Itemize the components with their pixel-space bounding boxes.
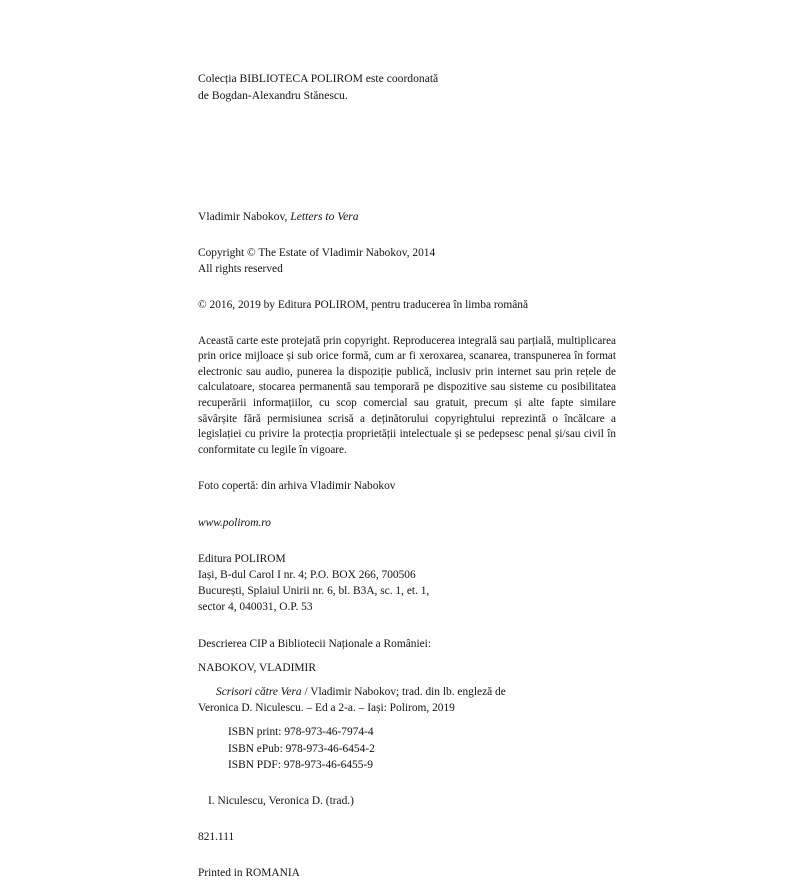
cip-title xyxy=(198,684,616,700)
author-title-line xyxy=(198,208,616,225)
spacer-12 xyxy=(198,809,616,829)
spacer-4 xyxy=(198,458,616,478)
cip-title-line-2: Veronica D. Niculescu. – Ed a 2-a. – Iași: Polirom, 2019 xyxy=(198,702,455,715)
collection-line-1: Colecția BIBLIOTECA POLIROM este coordonată xyxy=(198,72,439,85)
spacer-top xyxy=(198,104,616,208)
legal-notice xyxy=(198,334,616,459)
spacer-11 xyxy=(198,773,616,793)
author-title xyxy=(198,208,616,225)
copyright-line-1: Copyright © The Estate of Vladimir Nabokov, 2014 xyxy=(198,247,436,259)
isbn-pdf: ISBN PDF: 978-973-46-6455-9 xyxy=(228,758,373,771)
printed-in xyxy=(198,865,616,881)
spacer-7 xyxy=(198,616,616,636)
spacer-9 xyxy=(198,676,616,684)
spacer-1 xyxy=(198,225,616,245)
spacer-3 xyxy=(198,314,616,334)
cover-photo-credit xyxy=(198,478,616,494)
isbn-epub: ISBN ePub: 978-973-46-6454-2 xyxy=(228,742,375,755)
classification xyxy=(198,829,616,845)
contributor-entry xyxy=(198,793,616,809)
publisher-address xyxy=(198,551,616,616)
spacer-2 xyxy=(198,277,616,297)
contributor-line: I. Niculescu, Veronica D. (trad.) xyxy=(208,795,354,807)
spacer-13 xyxy=(198,845,616,865)
cip-author: NABOKOV, VLADIMIR xyxy=(198,661,316,674)
collection-line-2: de Bogdan-Alexandru Stănescu. xyxy=(198,89,348,102)
edition-rights xyxy=(198,297,616,313)
cover-photo-line: Foto copertă: din arhiva Vladimir Nabokov xyxy=(198,480,396,493)
spacer-10 xyxy=(198,716,616,724)
classification-number: 821.111 xyxy=(198,831,235,844)
cip-title-rest: / Vladimir Nabokov; trad. din lb. engleză de xyxy=(301,685,506,698)
work-title: Letters to Vera xyxy=(290,210,359,223)
edition-rights-line: © 2016, 2019 by Editura POLIROM, pentru traducerea în limba română xyxy=(198,299,529,312)
cip-title-italic: Scrisori către Vera xyxy=(216,685,302,698)
website[interactable] xyxy=(198,515,616,531)
isbn-print: ISBN print: 978-973-46-7974-4 xyxy=(228,726,374,739)
printed-line: Printed in ROMANIA xyxy=(198,867,300,880)
website-link[interactable]: www.polirom.ro xyxy=(198,516,271,529)
legal-notice-text: Această carte este protejată prin copyright. Reproducerea integrală sau parțială, multiplicarea prin orice mijloace și sub orice formă, cum ar fi xeroxarea, scanarea, transpunerea în format electronic sau audio, punerea la dispoziție publică, inclusiv prin internet sau prin rețele de calculatoare, stocarea permanentă sau temporară pe dispozitive sau sisteme cu posibilitatea recuperării informațiilor, cu scop comercial sau gratuit, precum și alte fapte similare săvârșite fără permisiunea scrisă a deținătorului copyrightului reprezintă o încălcare a legislației cu privire la protecția proprietății intelectuale și se pedepsesc penal și/sau civil în conformitate cu legile în vigoare. xyxy=(198,334,616,456)
collection-statement xyxy=(198,70,616,104)
publisher-address-1: Iași, B-dul Carol I nr. 4; P.O. BOX 266, 700506 xyxy=(198,568,416,581)
author-name: Vladimir Nabokov, xyxy=(198,210,291,223)
spacer-6 xyxy=(198,531,616,551)
publisher-name: Editura POLIROM xyxy=(198,552,286,565)
isbn-list xyxy=(198,724,616,773)
spacer-8 xyxy=(198,652,616,660)
copyright-statement xyxy=(198,245,616,277)
publisher-address-3: sector 4, 040031, O.P. 53 xyxy=(198,601,313,614)
spacer-5 xyxy=(198,495,616,515)
page-content xyxy=(198,70,616,882)
copyright-line-2: All rights reserved xyxy=(198,263,283,276)
cip-heading: Descrierea CIP a Bibliotecii Naționale a României: xyxy=(198,637,432,650)
publisher-address-2: București, Splaiul Unirii nr. 6, bl. B3A, sc. 1, et. 1, xyxy=(198,585,430,598)
cip-record xyxy=(198,636,616,773)
